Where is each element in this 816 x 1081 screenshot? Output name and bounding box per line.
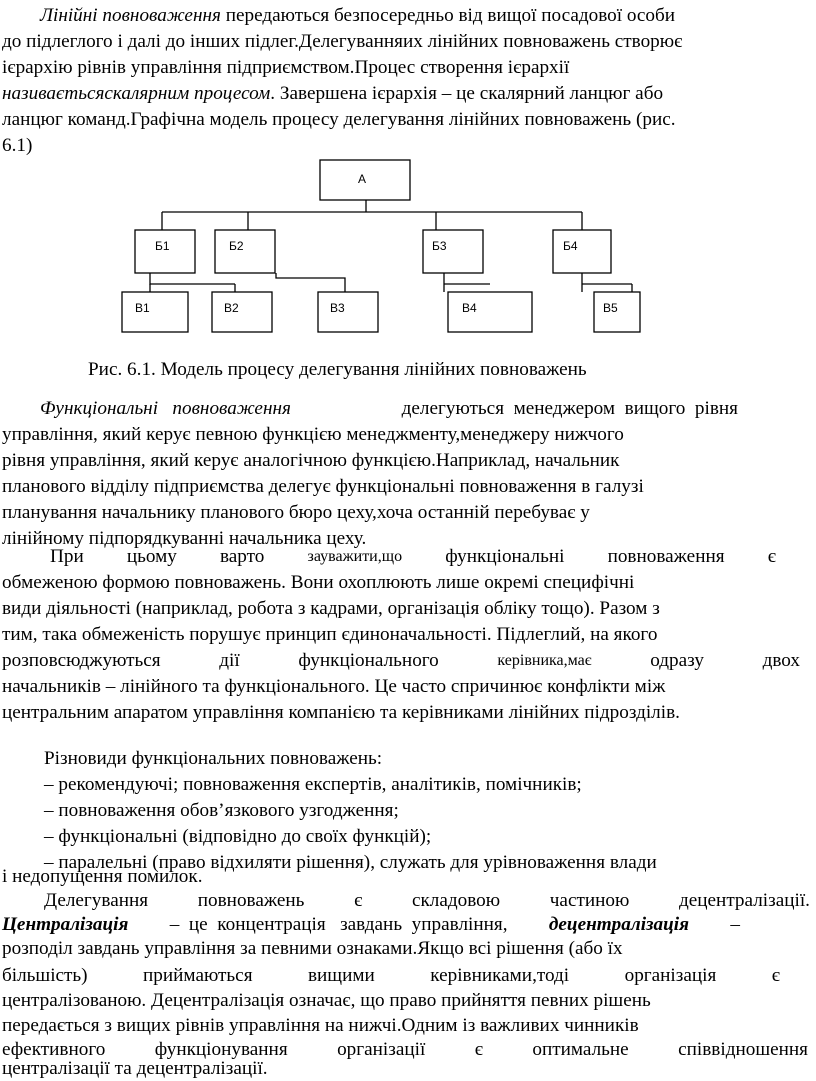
list-title: Різновиди функціональних повноважень: bbox=[44, 748, 383, 769]
p1-line-2: до підлеглого і далі до інших підлег.Делегуванняих лінійних повноважень створює bbox=[2, 31, 683, 52]
p4-line-6: передається з вищих рівнів управління на нижчі.Одним із важливих чинників bbox=[2, 1015, 639, 1036]
list-item: – функціональні (відповідно до своїх функцій); bbox=[44, 826, 432, 847]
p1-line-5: ланцюг команд.Графічна модель процесу делегування лінійних повноважень (рис. bbox=[2, 109, 676, 130]
p3-line-1: При цьому варто зауважити,що функціональні повноваження є bbox=[50, 546, 776, 567]
hierarchy-diagram bbox=[0, 150, 816, 350]
p4-line-8: централізації та децентралізації. bbox=[2, 1058, 268, 1079]
p3-line-5: розповсюджуються дії функціонального керівника,має одразу двох bbox=[2, 650, 800, 671]
term-centralization: Централізація bbox=[2, 914, 129, 935]
label-v2: В2 bbox=[224, 301, 239, 315]
label-v3: В3 bbox=[330, 301, 345, 315]
p4-line-4: більшість) приймаються вищими керівниками,тоді організація є bbox=[2, 965, 780, 986]
connector-b2-v3 bbox=[276, 273, 345, 292]
p3-line-6: начальників – лінійного та функціонального. Це часто спричинює конфлікти між bbox=[2, 676, 666, 697]
p2-line-4: планового відділу підприємства делегує функціональні повноваження в галузі bbox=[2, 476, 644, 497]
p3-line-4: тим, така обмеженість порушує принцип єдиноначальності. Підлеглий, на якого bbox=[2, 624, 658, 645]
label-b2: Б2 bbox=[229, 239, 244, 253]
list-tail: і недопущення помилок. bbox=[2, 866, 203, 887]
label-v4: В4 bbox=[462, 301, 477, 315]
p3-line-2: обмеженою формою повноважень. Вони охоплюють лише окремі специфічні bbox=[2, 572, 635, 593]
p1-line-1: Лінійні повноваження передаються безпосередньо від вищої посадової особи bbox=[40, 5, 676, 26]
label-v1: В1 bbox=[135, 301, 150, 315]
p3-line-3: види діяльності (наприклад, робота з кадрами, організація обліку тощо). Разом з bbox=[2, 598, 660, 619]
label-b3: Б3 bbox=[432, 239, 447, 253]
connector-b4-down bbox=[582, 273, 632, 292]
p1-line-3: ієрархію рівнів управління підприємством.Процес створення ієрархії bbox=[2, 57, 570, 78]
p4-line-2: Централізація – це концентрація завдань управління, децентралізація – bbox=[2, 914, 740, 935]
p2-line-2: управління, який керує певною функцією менеджменту,менеджеру нижчого bbox=[2, 424, 624, 445]
p3-line-7: центральним апаратом управління компанією та керівниками лінійних підрозділів. bbox=[2, 702, 680, 723]
label-b1: Б1 bbox=[155, 239, 170, 253]
p1-line-4: називаєтьсяскалярним процесом. Завершена ієрархія – це скалярний ланцюг або bbox=[2, 83, 664, 104]
list-item: – повноваження обов’язкового узгодження; bbox=[44, 800, 399, 821]
p2-line-5: планування начальнику планового бюро цеху,хоча останній перебуває у bbox=[2, 502, 590, 523]
term-functional-authority: Функціональні повноваження bbox=[40, 398, 291, 419]
connector-b3-down bbox=[444, 273, 490, 292]
box-v3 bbox=[318, 292, 378, 332]
p4-line-5: централізованою. Децентралізація означає, що право прийняття певних рішень bbox=[2, 990, 651, 1011]
list-item: – рекомендуючі; повноваження експертів, аналітиків, помічників; bbox=[44, 774, 582, 795]
p2-line-3: рівня управління, який керує аналогічною функцією.Наприклад, начальник bbox=[2, 450, 620, 471]
box-b4 bbox=[553, 230, 611, 273]
label-b4: Б4 bbox=[563, 239, 578, 253]
list-item: – паралельні (право відхиляти рішення), служать для урівноваження влади bbox=[44, 852, 657, 873]
p2-line-1: Функціональні повноваження делегуються менеджером вищого рівня bbox=[40, 398, 738, 419]
box-b2 bbox=[215, 230, 275, 273]
connector-b1-b2-down bbox=[150, 273, 235, 284]
p4-line-7: ефективного функціонування організації є оптимальне співвідношення bbox=[2, 1039, 808, 1060]
term-decentralization: децентралізація bbox=[548, 914, 690, 935]
figure-caption: Рис. 6.1. Модель процесу делегування лінійних повноважень bbox=[88, 359, 587, 380]
box-v4 bbox=[448, 292, 532, 332]
p1-line-6: 6.1) bbox=[2, 135, 33, 156]
label-a: A bbox=[358, 172, 367, 186]
box-v2 bbox=[212, 292, 272, 332]
box-v1 bbox=[122, 292, 188, 332]
p4-line-3: розподіл завдань управління за певними ознаками.Якщо всі рішення (або їх bbox=[2, 938, 623, 959]
label-v5: В5 bbox=[603, 301, 618, 315]
p4-line-1: Делегування повноважень є складовою частиною децентралізації. bbox=[44, 890, 810, 911]
term-linear-authority: Лінійні повноваження bbox=[40, 5, 221, 26]
p2-line-6: лінійному підпорядкуванні начальника цеху. bbox=[2, 528, 367, 549]
